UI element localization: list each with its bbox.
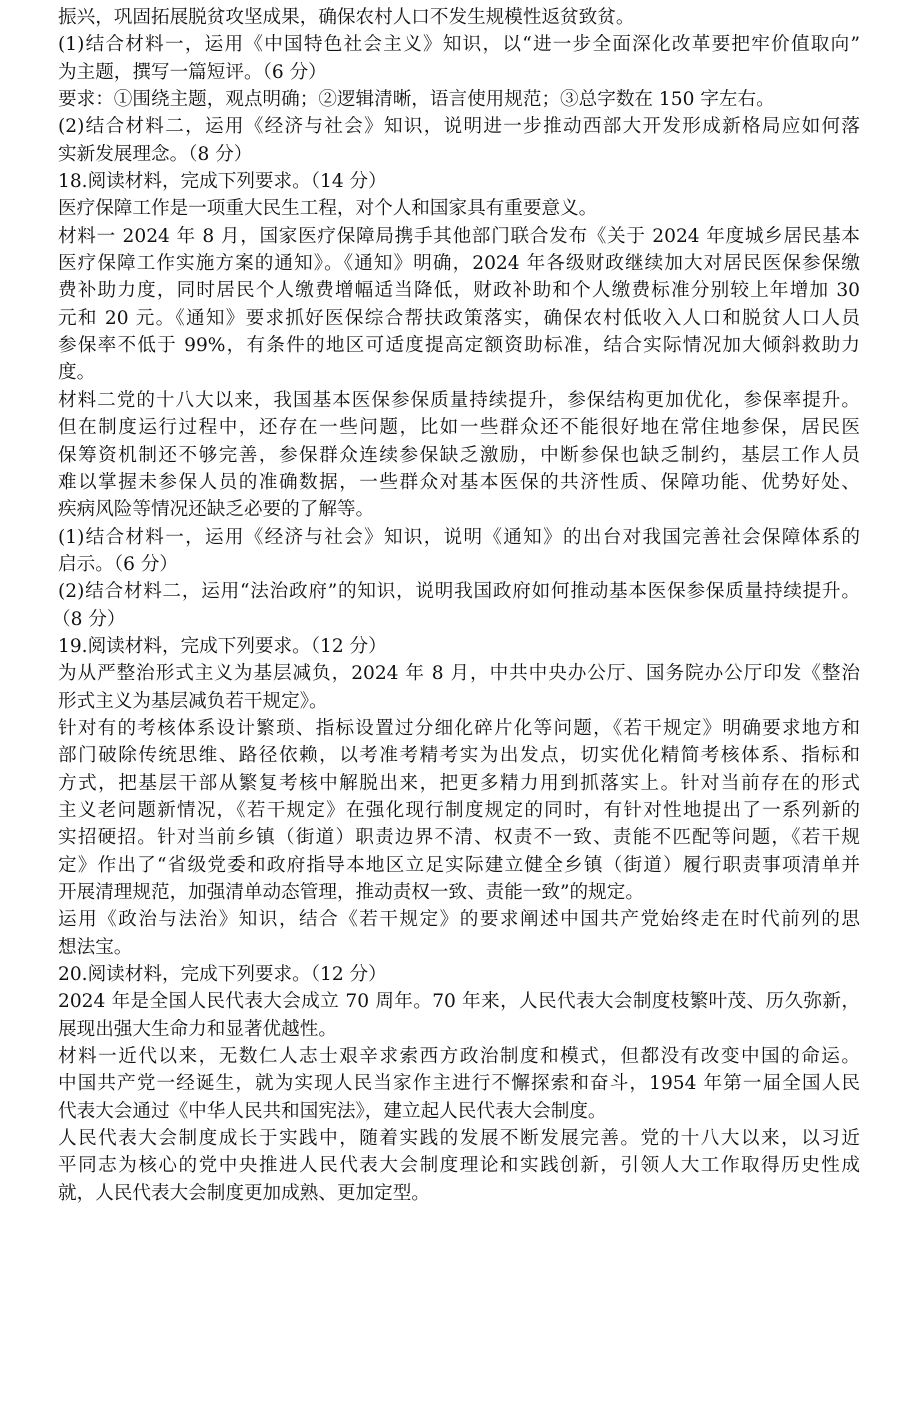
text-line: 为主题，撰写一篇短评。（6 分）	[58, 61, 327, 83]
text-line: (2)结合材料二，运用“法治政府”的知识，说明我国政府如何推动基本医保参保质量持续提升。	[58, 581, 860, 603]
text-line: (2)结合材料二，运用《经济与社会》知识，说明进一步推动西部大开发形成新格局应如何落	[58, 116, 860, 138]
text-line: 中国共产党一经诞生，就为实现人民当家作主进行不懈探索和奋斗，1954 年第一届全国人民	[58, 1073, 860, 1095]
text-line: 方式，把基层干部从繁复考核中解脱出来，把更多精力用到抓落实上。针对当前存在的形式	[58, 772, 860, 794]
text-line: 20.阅读材料，完成下列要求。（12 分）	[58, 964, 387, 986]
text-line: (1)结合材料一，运用《经济与社会》知识，说明《通知》的出台对我国完善社会保障体系的	[58, 526, 860, 548]
text-line: 医疗保障工作是一项重大民生工程，对个人和国家具有重要意义。	[58, 198, 598, 220]
text-line: （8 分）	[52, 608, 126, 630]
text-line: 难以掌握未参保人员的准确数据，一些群众对基本医保的共济性质、保障功能、优势好处、	[58, 471, 860, 493]
text-line: 实招硬招。针对当前乡镇（街道）职责边界不清、权责不一致、责能不匹配等问题，《若干规	[58, 827, 860, 849]
text-line: 参保率不低于 99%，有条件的地区可适度提高定额资助标准，结合实际情况加大倾斜救助力	[58, 335, 860, 357]
text-line: 就，人民代表大会制度更加成熟、更加定型。	[58, 1182, 430, 1204]
text-line: 运用《政治与法治》知识，结合《若干规定》的要求阐述中国共产党始终走在时代前列的思	[58, 909, 860, 931]
text-line: 形式主义为基层减负若干规定》。	[58, 690, 328, 712]
text-line: 平同志为核心的党中央推进人民代表大会制度理论和实践创新，引领人大工作取得历史性成	[58, 1155, 860, 1177]
text-line: 但在制度运行过程中，还存在一些问题，比如一些群众还不能很好地在常住地参保，居民医	[58, 417, 860, 439]
text-line: 部门破除传统思维、路径依赖，以考准考精考实为出发点，切实优化精简考核体系、指标和	[58, 745, 860, 767]
text-line: 元和 20 元。《通知》要求抓好医保综合帮扶政策落实，确保农村低收入人口和脱贫人口人员	[58, 307, 860, 329]
text-line: 针对有的考核体系设计繁琐、指标设置过分细化碎片化等问题，《若干规定》明确要求地方和	[58, 717, 860, 739]
text-line: 18.阅读材料，完成下列要求。（14 分）	[58, 171, 387, 193]
text-line: 人民代表大会制度成长于实践中，随着实践的发展不断发展完善。党的十八大以来，以习近	[58, 1128, 860, 1150]
text-line: 启示。（6 分）	[58, 553, 179, 575]
text-line: 代表大会通过《中华人民共和国宪法》，建立起人民代表大会制度。	[58, 1100, 607, 1122]
text-line: 主义老问题新情况，《若干规定》在强化现行制度规定的同时，有针对性地提出了一系列新的	[58, 799, 860, 821]
text-line: 材料一近代以来，无数仁人志士艰辛求索西方政治制度和模式，但都没有改变中国的命运。	[58, 1046, 860, 1068]
text-line: 保筹资机制还不够完善，参保群众连续参保缺乏激励，中断参保也缺乏制约，基层工作人员	[58, 444, 860, 466]
text-line: 材料一 2024 年 8 月，国家医疗保障局携手其他部门联合发布《关于 2024 年度城乡居民基本	[58, 225, 860, 247]
text-line: 实新发展理念。（8 分）	[58, 143, 253, 165]
text-line: 为从严整治形式主义为基层减负，2024 年 8 月，中共中央办公厅、国务院办公厅印发《整治	[58, 663, 860, 685]
text-line: 度。	[58, 362, 96, 384]
text-line: 振兴，巩固拓展脱贫攻坚成果，确保农村人口不发生规模性返贫致贫。	[58, 7, 635, 28]
text-line: 定》作出了“省级党委和政府指导本地区立足实际建立健全乡镇（街道）履行职责事项清单并	[58, 854, 860, 876]
text-line: 费补助力度，同时居民个人缴费增幅适当降低，财政补助和个人缴费标准分别较上年增加 30	[58, 280, 860, 302]
text-line: 开展清理规范，加强清单动态管理，推动责权一致、责能一致”的规定。	[58, 882, 644, 903]
text-line: 展现出强大生命力和显著优越性。	[58, 1018, 337, 1040]
text-line: (1)结合材料一，运用《中国特色社会主义》知识，以“进一步全面深化改革要把牢价值取向”	[58, 34, 860, 56]
text-line: 19.阅读材料，完成下列要求。（12 分）	[58, 635, 387, 657]
text-line: 疾病风险等情况还缺乏必要的了解等。	[58, 499, 375, 521]
text-line: 医疗保障工作实施方案的通知》。《通知》明确，2024 年各级财政继续加大对居民医保参保缴	[58, 253, 860, 275]
text-line: 材料二党的十八大以来，我国基本医保参保质量持续提升，参保结构更加优化，参保率提升。	[58, 389, 860, 411]
text-line: 想法宝。	[58, 936, 133, 958]
text-line: 2024 年是全国人民代表大会成立 70 周年。70 年来，人民代表大会制度枝繁叶茂、历久弥新，	[58, 991, 860, 1013]
text-line: 要求：①围绕主题，观点明确；②逻辑清晰，语言使用规范；③总字数在 150 字左右。	[58, 89, 775, 111]
